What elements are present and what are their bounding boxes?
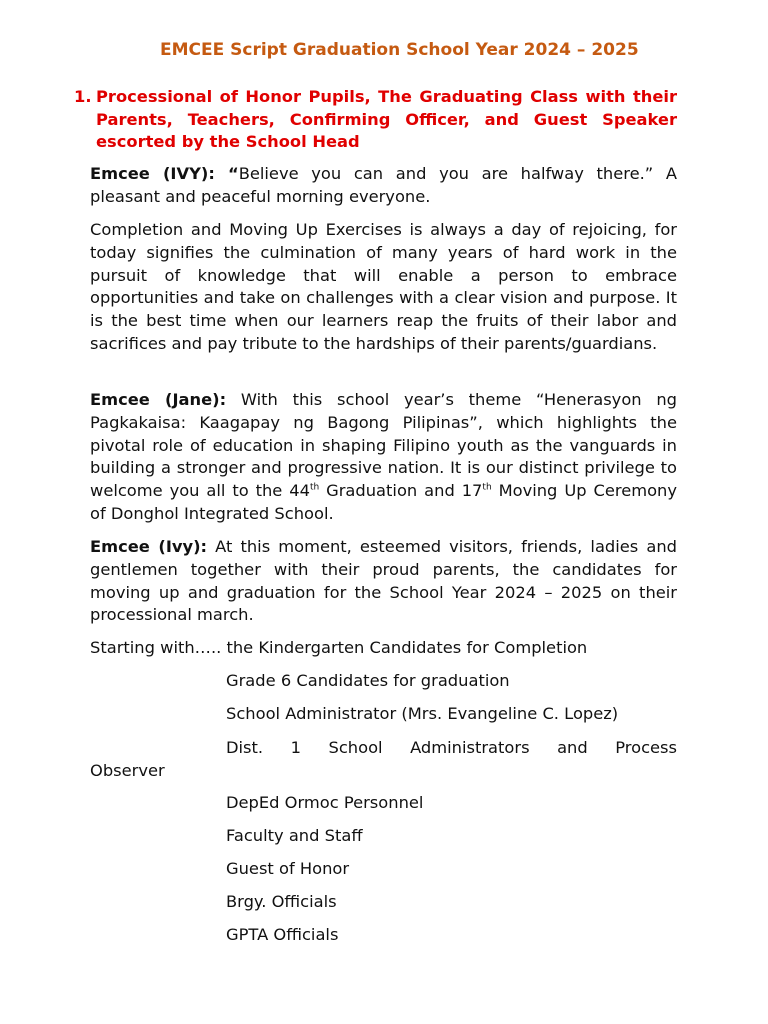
list-item-faculty: Faculty and Staff bbox=[226, 826, 363, 845]
document-title: EMCEE Script Graduation School Year 2024 – 2025 bbox=[160, 40, 639, 60]
list-item-district-admins bbox=[226, 737, 677, 760]
dist-tail-word: Observer bbox=[90, 761, 165, 780]
open-quote: “ bbox=[214, 164, 239, 183]
list-item-grade6: Grade 6 Candidates for graduation bbox=[226, 671, 510, 690]
paragraph-completion: Completion and Moving Up Exercises is always a day of rejoicing, for today signifies the culmination of many years of hard work in the pursuit of knowledge that will enable a person to embrace opportunities and take on challenges with a clear vision and purpose. It is the best time when our learners reap the fruits of their labor and sacrifices and pay tribute to the hardships of their parents/guardians. bbox=[90, 220, 677, 353]
speaker-jane: Emcee (Jane): bbox=[90, 390, 227, 409]
list-item-admin: School Administrator (Mrs. Evangeline C. Lopez) bbox=[226, 704, 619, 723]
ordinal-suffix-17: th bbox=[482, 482, 492, 493]
dist-word-4: Administrators bbox=[410, 738, 530, 757]
speaker-ivy-2: Emcee (Ivy): bbox=[90, 537, 208, 556]
list-item-gpta: GPTA Officials bbox=[226, 925, 339, 944]
paragraph-starting: Starting with….. the Kindergarten Candidates for Completion bbox=[90, 638, 588, 657]
dist-word-6: Process bbox=[615, 738, 677, 757]
theme-text-a: With this school year’s theme “Henerasyon ng Pagkakaisa: Kaagapay ng Bagong Pilipinas”, which highlights the pivotal role of education in shaping Filipino youth as the vanguards in building a stronger and progressive nation. It is our distinct privilege to welcome you all to the 44 bbox=[90, 390, 677, 501]
section-heading bbox=[74, 86, 677, 154]
paragraph-opening bbox=[90, 163, 677, 209]
processional-text: At this moment, esteemed visitors, friends, ladies and gentlemen together with their proud parents, the candidates for moving up and graduation for the School Year 2024 – 2025 on their processional march. bbox=[90, 537, 677, 625]
opening-text: Believe you can and you are halfway there.” A pleasant and peaceful morning everyone. bbox=[90, 164, 677, 206]
section-number: 1. bbox=[74, 87, 92, 106]
speaker-ivy: Emcee (IVY): bbox=[90, 164, 215, 183]
theme-text-c: Moving Up Ceremony of Donghol Integrated School. bbox=[90, 481, 677, 523]
list-item-deped: DepEd Ormoc Personnel bbox=[226, 793, 424, 812]
dist-word-5: and bbox=[557, 738, 588, 757]
theme-text-b: Graduation and 17 bbox=[319, 481, 483, 501]
dist-word-2: 1 bbox=[290, 738, 301, 757]
ordinal-suffix-44: th bbox=[309, 482, 320, 493]
section-heading-text: Processional of Honor Pupils, The Graduating Class with their Parents, Teachers, Confirming Officer, and Guest Speaker escorted by the School Head bbox=[96, 87, 677, 151]
list-item-guest: Guest of Honor bbox=[226, 859, 350, 878]
paragraph-theme bbox=[90, 389, 677, 526]
paragraph-processional bbox=[90, 536, 677, 627]
dist-word-1: Dist. bbox=[226, 738, 264, 757]
list-item-brgy: Brgy. Officials bbox=[226, 892, 337, 911]
dist-word-3: School bbox=[328, 738, 383, 757]
